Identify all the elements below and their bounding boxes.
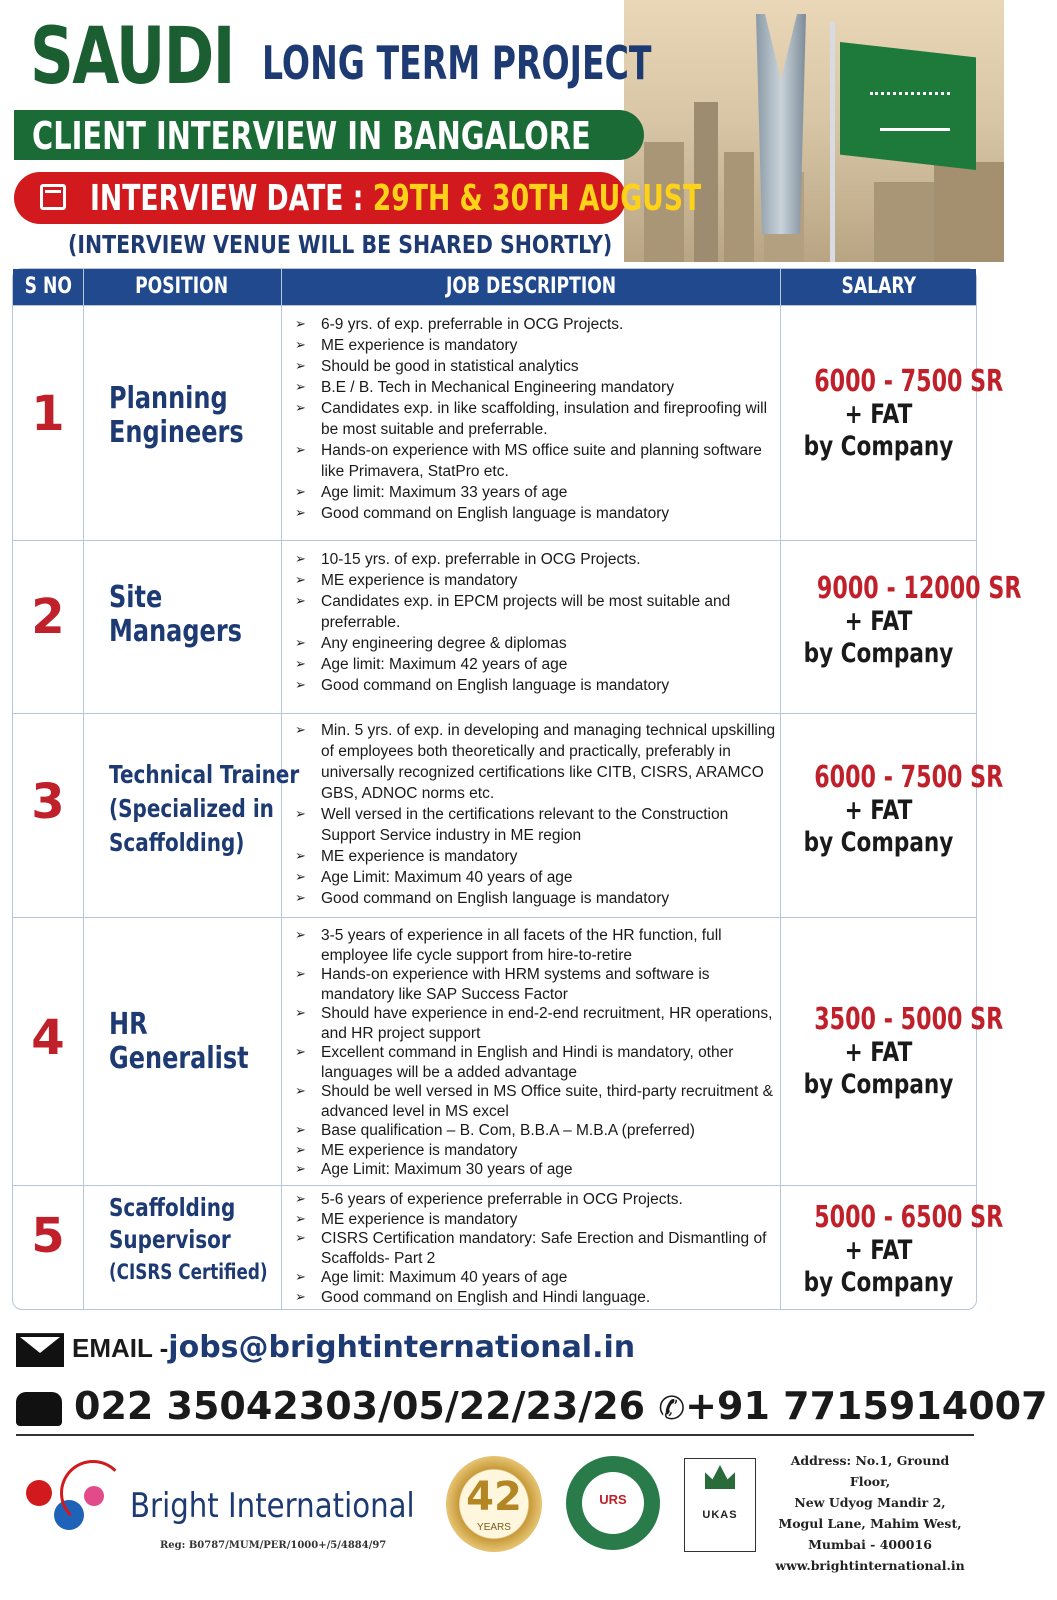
list-item: ➢ Should be good in statistical analytics [295,356,785,377]
salary-cell [781,1002,1004,1101]
salary-fat: + FAT [844,606,913,637]
list-item: ➢ Should have experience in end-2-end recruitment, HR operations, and HR project support [295,1004,785,1043]
interview-date-banner [14,172,702,224]
list-item: ➢ 5-6 years of experience preferrable in OCG Projects. [295,1190,785,1210]
salary-cell [781,364,1004,463]
table-row [13,713,1004,918]
table-row [13,917,1004,1186]
jobs-table [12,268,1022,1310]
saudi-flag-icon [840,42,976,170]
salary-amount: 3500 - 5000 SR [814,1002,1004,1037]
company-name: Bright International [130,1486,415,1526]
title-saudi: SAUDI [30,12,234,102]
list-item: ➢ Well versed in the certifications relevant to the Construction Support Service industry in ME region [295,804,785,846]
salary-by: by Company [803,431,954,462]
position-title: Site Managers [109,580,242,649]
list-item: ➢ Age limit: Maximum 42 years of age [295,654,785,675]
interview-date-value: 29TH & 30TH AUGUST [372,178,702,219]
table-header [13,269,976,305]
website-link[interactable]: www.brightinternational.in [775,1558,965,1573]
row-number: 4 [31,1010,65,1066]
list-item: ➢ Age Limit: Maximum 40 years of age [295,867,785,888]
ukas-certification-icon: UKAS [684,1458,756,1552]
list-item: ➢ Age Limit: Maximum 30 years of age [295,1160,785,1180]
landline-number[interactable]: 022 35042303/05/22/23/26 [74,1384,646,1428]
interview-date-text [90,178,701,219]
envelope-icon [16,1333,64,1367]
email-row [16,1330,635,1367]
list-item: ➢ Hands-on experience with MS office suite and planning software like Primavera, StatPro etc. [295,440,785,482]
salary-amount: 5000 - 6500 SR [814,1200,1004,1235]
divider [16,1434,974,1436]
list-item: ➢ Base qualification – B. Com, B.B.A – M.B.A (preferred) [295,1121,785,1141]
mobile-number[interactable]: +91 7715914007 [685,1384,1048,1428]
salary-by: by Company [803,638,954,669]
list-item: ➢ Min. 5 yrs. of exp. in developing and managing technical upskilling of employees both theoretically and practically, preferably in universally recognized certifications like CITB, CISRS, ARAMCO GBS, ADNOC norms etc. [295,720,785,804]
salary-cell [781,571,1022,670]
position-title: Technical Trainer (Specialized in Scaffolding) [109,760,300,857]
header-position: POSITION [135,274,229,299]
header-banner [0,0,1004,262]
registration-number: Reg: B0787/MUM/PER/1000+/5/4884/97 [160,1540,387,1551]
phone-call-icon: ✆ [658,1389,686,1427]
header-job-description: JOB DESCRIPTION [445,274,617,299]
list-item: ➢ 3-5 years of experience in all facets of the HR function, full employee life cycle support from hire-to-retire [295,926,785,965]
list-item: ➢ Candidates exp. in like scaffolding, insulation and fireproofing will be most suitable and preferrable. [295,398,785,440]
bright-international-logo-icon [20,1450,130,1540]
salary-fat: + FAT [844,399,913,430]
salary-amount: 9000 - 12000 SR [816,571,1022,606]
list-item: ➢ Should be well versed in MS Office suite, third-party recruitment & advanced level in MS excel [295,1082,785,1121]
list-item: ➢ Good command on English language is mandatory [295,675,785,696]
salary-by: by Company [803,1069,954,1100]
client-interview-banner [14,110,644,160]
list-item: ➢ B.E / B. Tech in Mechanical Engineering mandatory [295,377,785,398]
salary-by: by Company [803,827,954,858]
email-label: EMAIL - [72,1333,169,1363]
list-item: ➢ Age limit: Maximum 40 years of age [295,1268,785,1288]
header-sno: S NO [24,274,72,299]
salary-amount: 6000 - 7500 SR [814,760,1004,795]
list-item: ➢ CISRS Certification mandatory: Safe Erection and Dismantling of Scaffolds- Part 2 [295,1229,785,1268]
job-description-list [295,1190,785,1307]
header-salary: SALARY [841,274,916,299]
company-address: Address: No.1, Ground Floor, New Udyog Mandir 2, Mogul Lane, Mahim West, Mumbai - 400016 www.brightinternational.in [770,1450,970,1576]
list-item: ➢ Good command on English and Hindi language. [295,1288,785,1308]
position-title: Scaffolding Supervisor (CISRS Certified) [109,1193,268,1284]
urs-certification-icon: URS [566,1456,660,1550]
table-row [13,305,1004,541]
salary-cell [781,760,1004,859]
list-item: ➢ ME experience is mandatory [295,570,785,591]
job-description-list [295,314,785,524]
list-item: ➢ ME experience is mandatory [295,1210,785,1230]
row-number: 2 [31,589,65,645]
42-years-badge-icon: 42 YEARS [446,1456,542,1552]
list-item: ➢ ME experience is mandatory [295,846,785,867]
row-number: 1 [31,386,65,442]
title-long-term-project: LONG TERM PROJECT [262,36,652,90]
row-number: 3 [31,774,65,830]
table-row [13,1185,1004,1310]
phone-row [16,1384,1048,1428]
client-interview-text: CLIENT INTERVIEW IN BANGALORE [32,114,591,158]
list-item: ➢ Good command on English language is mandatory [295,503,785,524]
list-item: ➢ ME experience is mandatory [295,335,785,356]
list-item: ➢ Good command on English language is mandatory [295,888,785,909]
table-row [13,540,1022,714]
position-title: HR Generalist [109,1007,249,1076]
list-item: ➢ 10-15 yrs. of exp. preferrable in OCG Projects. [295,549,785,570]
list-item: ➢ Any engineering degree & diplomas [295,633,785,654]
list-item: ➢ Age limit: Maximum 33 years of age [295,482,785,503]
telephone-icon [16,1392,62,1426]
row-number: 5 [31,1208,65,1264]
calendar-icon [40,184,66,210]
interview-date-label: INTERVIEW DATE : [90,178,373,219]
job-description-list [295,720,785,909]
flag-pole [830,22,835,262]
list-item: ➢ Excellent command in English and Hindi is mandatory, other languages will be a added advantage [295,1043,785,1082]
email-address[interactable]: jobs@brightinternational.in [168,1330,636,1365]
list-item: ➢ Hands-on experience with HRM systems and software is mandatory like SAP Success Factor [295,965,785,1004]
salary-fat: + FAT [844,795,913,826]
salary-cell [781,1200,1004,1299]
venue-note: (INTERVIEW VENUE WILL BE SHARED SHORTLY) [68,230,613,259]
salary-fat: + FAT [844,1037,913,1068]
salary-by: by Company [803,1267,954,1298]
job-description-list [295,926,785,1180]
salary-fat: + FAT [844,1235,913,1266]
list-item: ➢ 6-9 yrs. of exp. preferrable in OCG Projects. [295,314,785,335]
position-title: Planning Engineers [109,381,244,450]
list-item: ➢ ME experience is mandatory [295,1141,785,1161]
job-description-list [295,549,785,696]
salary-amount: 6000 - 7500 SR [814,364,1004,399]
list-item: ➢ Candidates exp. in EPCM projects will be most suitable and preferrable. [295,591,785,633]
